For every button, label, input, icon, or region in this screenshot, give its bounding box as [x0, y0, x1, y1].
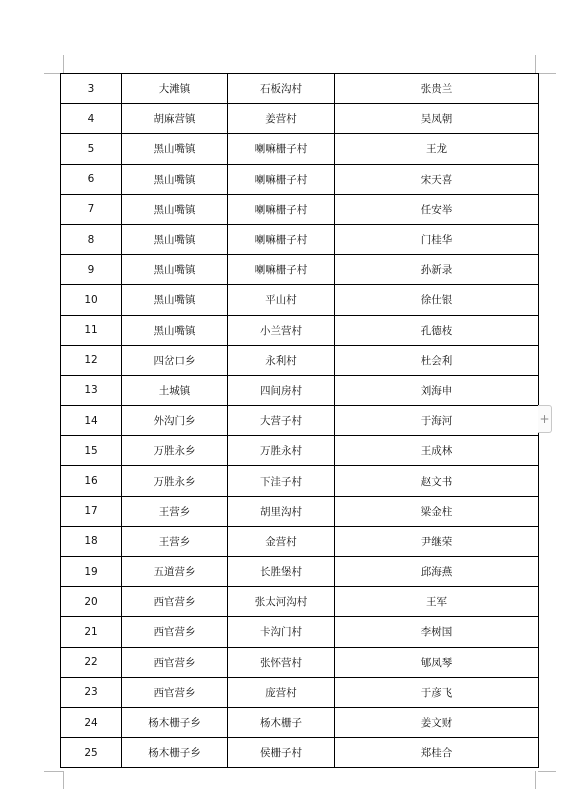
town-cell[interactable]: 黑山嘴镇 [122, 194, 228, 224]
table-row [61, 587, 539, 617]
table-row [61, 557, 539, 587]
town-cell[interactable]: 大滩镇 [122, 74, 228, 104]
name-cell[interactable]: 姜文财 [335, 707, 539, 737]
name-cell[interactable]: 宋天喜 [335, 164, 539, 194]
table-row [61, 738, 539, 768]
row-number-cell[interactable]: 20 [61, 587, 122, 617]
village-cell[interactable]: 张怀营村 [228, 647, 335, 677]
name-cell[interactable]: 门桂华 [335, 224, 539, 254]
name-cell[interactable]: 张贵兰 [335, 74, 539, 104]
town-cell[interactable]: 黑山嘴镇 [122, 255, 228, 285]
town-cell[interactable]: 五道营乡 [122, 557, 228, 587]
village-cell[interactable]: 喇嘛栅子村 [228, 224, 335, 254]
town-cell[interactable]: 黑山嘴镇 [122, 164, 228, 194]
name-cell[interactable]: 梁金柱 [335, 496, 539, 526]
row-number-cell[interactable]: 10 [61, 285, 122, 315]
village-cell[interactable]: 金营村 [228, 526, 335, 556]
crop-mark-top-right-v [535, 55, 536, 73]
crop-mark-bottom-right-v [535, 771, 536, 789]
village-cell[interactable]: 四间房村 [228, 375, 335, 405]
village-cell[interactable]: 下洼子村 [228, 466, 335, 496]
village-cell[interactable]: 平山村 [228, 285, 335, 315]
name-cell[interactable]: 于海河 [335, 406, 539, 436]
town-cell[interactable]: 土城镇 [122, 375, 228, 405]
village-cell[interactable]: 石板沟村 [228, 74, 335, 104]
village-cell[interactable]: 喇嘛栅子村 [228, 164, 335, 194]
name-cell[interactable]: 王军 [335, 587, 539, 617]
row-number-cell[interactable]: 24 [61, 707, 122, 737]
row-number-cell[interactable]: 5 [61, 134, 122, 164]
village-cell[interactable]: 小兰营村 [228, 315, 335, 345]
town-cell[interactable]: 西官营乡 [122, 617, 228, 647]
name-cell[interactable]: 郑桂合 [335, 738, 539, 768]
table-row [61, 315, 539, 345]
table-row [61, 74, 539, 104]
name-cell[interactable]: 王成林 [335, 436, 539, 466]
village-cell[interactable]: 喇嘛栅子村 [228, 134, 335, 164]
crop-mark-bottom-left-v [63, 771, 64, 789]
town-cell[interactable]: 黑山嘴镇 [122, 224, 228, 254]
name-cell[interactable]: 尹继荣 [335, 526, 539, 556]
town-cell[interactable]: 万胜永乡 [122, 436, 228, 466]
name-cell[interactable]: 邱海燕 [335, 557, 539, 587]
crop-mark-top-left-v [63, 55, 64, 73]
add-row-button[interactable] [538, 405, 552, 433]
town-cell[interactable]: 外沟门乡 [122, 406, 228, 436]
row-number-cell[interactable]: 8 [61, 224, 122, 254]
table-row [61, 285, 539, 315]
row-number-cell[interactable]: 25 [61, 738, 122, 768]
table-row [61, 647, 539, 677]
table-row [61, 375, 539, 405]
town-cell[interactable]: 万胜永乡 [122, 466, 228, 496]
town-cell[interactable]: 黑山嘴镇 [122, 285, 228, 315]
table-row [61, 617, 539, 647]
row-number-cell[interactable]: 16 [61, 466, 122, 496]
town-cell[interactable]: 王营乡 [122, 526, 228, 556]
village-cell[interactable]: 万胜永村 [228, 436, 335, 466]
name-cell[interactable]: 徐仕银 [335, 285, 539, 315]
row-number-cell[interactable]: 17 [61, 496, 122, 526]
town-cell[interactable]: 西官营乡 [122, 647, 228, 677]
name-cell[interactable]: 李树国 [335, 617, 539, 647]
row-number-cell[interactable]: 22 [61, 647, 122, 677]
row-number-cell[interactable]: 18 [61, 526, 122, 556]
village-cell[interactable]: 喇嘛栅子村 [228, 255, 335, 285]
name-cell[interactable]: 王龙 [335, 134, 539, 164]
village-cell[interactable]: 侯栅子村 [228, 738, 335, 768]
crop-mark-top-right-h [538, 73, 556, 74]
name-cell[interactable]: 郇凤琴 [335, 647, 539, 677]
row-number-cell[interactable]: 3 [61, 74, 122, 104]
crop-mark-bottom-left-h [44, 771, 63, 772]
name-cell[interactable]: 杜会利 [335, 345, 539, 375]
row-number-cell[interactable]: 23 [61, 677, 122, 707]
row-number-cell[interactable]: 4 [61, 104, 122, 134]
table-row [61, 104, 539, 134]
village-cell[interactable]: 大营子村 [228, 406, 335, 436]
town-cell[interactable]: 四岔口乡 [122, 345, 228, 375]
village-cell[interactable]: 卡沟门村 [228, 617, 335, 647]
name-cell[interactable]: 于彦飞 [335, 677, 539, 707]
table-row [61, 255, 539, 285]
row-number-cell[interactable]: 13 [61, 375, 122, 405]
row-number-cell[interactable]: 6 [61, 164, 122, 194]
town-cell[interactable]: 胡麻营镇 [122, 104, 228, 134]
village-cell[interactable]: 杨木栅子 [228, 707, 335, 737]
town-cell[interactable]: 西官营乡 [122, 587, 228, 617]
town-cell[interactable]: 黑山嘴镇 [122, 134, 228, 164]
table-row [61, 677, 539, 707]
name-cell[interactable]: 刘海申 [335, 375, 539, 405]
town-cell[interactable]: 王营乡 [122, 496, 228, 526]
name-cell[interactable]: 孔德枝 [335, 315, 539, 345]
town-cell[interactable]: 杨木栅子乡 [122, 738, 228, 768]
table-row [61, 406, 539, 436]
village-cell[interactable]: 张太河沟村 [228, 587, 335, 617]
row-number-cell[interactable]: 11 [61, 315, 122, 345]
name-cell[interactable]: 吴凤朝 [335, 104, 539, 134]
table-row [61, 224, 539, 254]
table-row [61, 164, 539, 194]
village-cell[interactable]: 永利村 [228, 345, 335, 375]
village-cell[interactable]: 喇嘛栅子村 [228, 194, 335, 224]
plus-icon: + [539, 412, 550, 426]
table-row [61, 496, 539, 526]
name-cell[interactable]: 任安举 [335, 194, 539, 224]
table-row [61, 466, 539, 496]
town-cell[interactable]: 黑山嘴镇 [122, 315, 228, 345]
row-number-cell[interactable]: 12 [61, 345, 122, 375]
village-cell[interactable]: 庞营村 [228, 677, 335, 707]
row-number-cell[interactable]: 7 [61, 194, 122, 224]
name-cell[interactable]: 赵文书 [335, 466, 539, 496]
table-row [61, 345, 539, 375]
row-number-cell[interactable]: 9 [61, 255, 122, 285]
table-row [61, 194, 539, 224]
table-row [61, 436, 539, 466]
village-cell[interactable]: 姜营村 [228, 104, 335, 134]
town-cell[interactable]: 杨木栅子乡 [122, 707, 228, 737]
row-number-cell[interactable]: 14 [61, 406, 122, 436]
town-cell[interactable]: 西官营乡 [122, 677, 228, 707]
row-number-cell[interactable]: 15 [61, 436, 122, 466]
crop-mark-bottom-right-h [538, 771, 556, 772]
village-cell[interactable]: 长胜堡村 [228, 557, 335, 587]
village-cell[interactable]: 胡里沟村 [228, 496, 335, 526]
row-number-cell[interactable]: 19 [61, 557, 122, 587]
table-row [61, 707, 539, 737]
table-row [61, 526, 539, 556]
document-table [60, 73, 539, 768]
table-row [61, 134, 539, 164]
table-body [61, 74, 539, 768]
name-cell[interactable]: 孙新录 [335, 255, 539, 285]
row-number-cell[interactable]: 21 [61, 617, 122, 647]
